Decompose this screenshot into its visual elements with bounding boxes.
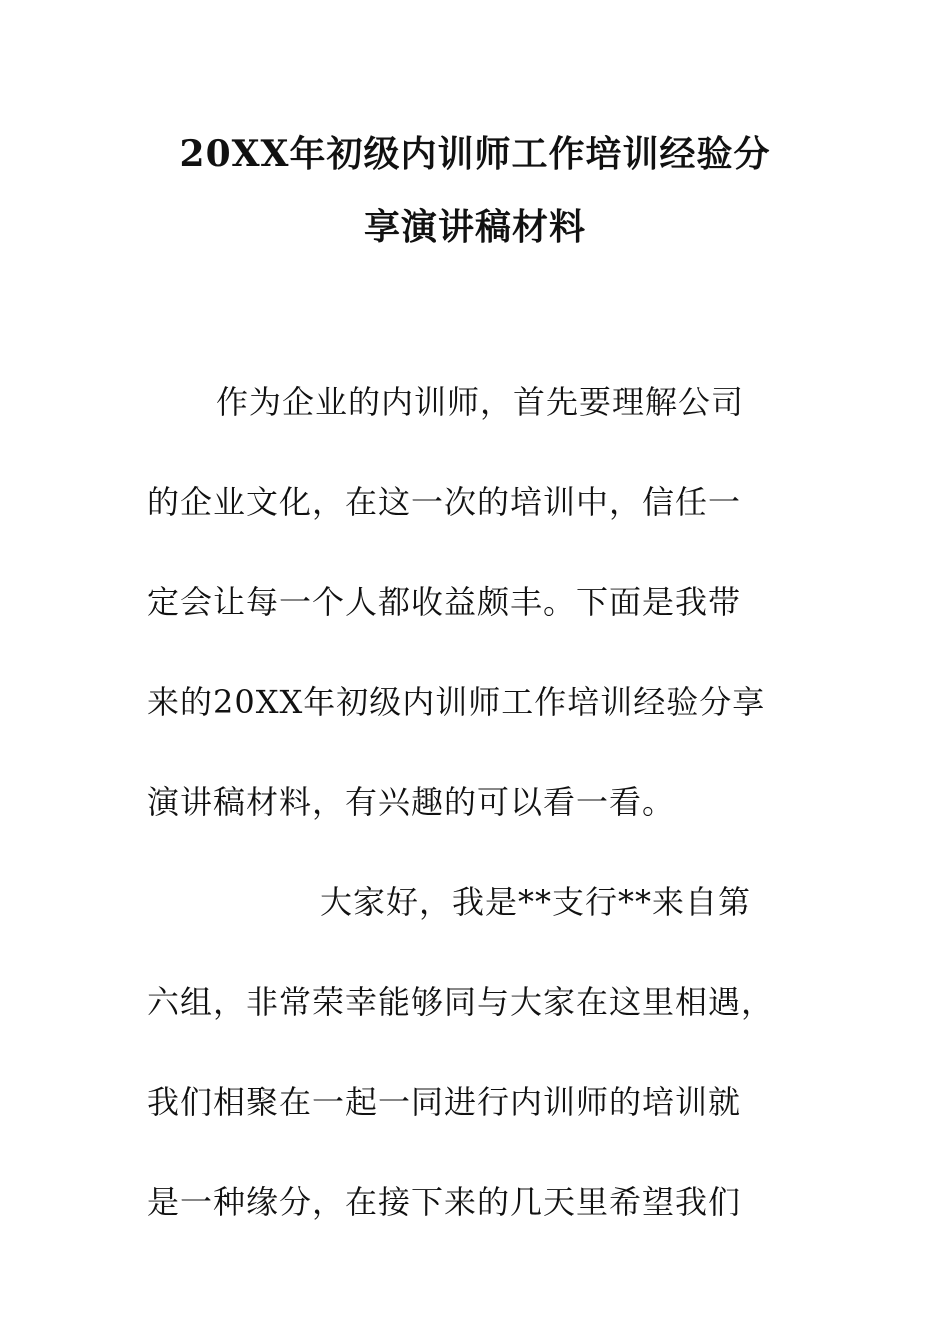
document-title-line-2: 享演讲稿材料 — [363, 206, 586, 248]
paragraph-1-line-2: 的企业文化，在这一次的培训中，信任一 — [147, 483, 742, 521]
document-title-line-1: 20XX年初级内训师工作培训经验分 — [179, 133, 771, 175]
paragraph-1-line-3: 定会让每一个人都收益颇丰。下面是我带 — [147, 583, 742, 621]
paragraph-2-line-3: 我们相聚在一起一同进行内训师的培训就 — [147, 1083, 742, 1121]
paragraph-2-line-1: 大家好，我是**支行**来自第 — [320, 883, 752, 921]
paragraph-2-line-2: 六组，非常荣幸能够同与大家在这里相遇， — [147, 983, 775, 1021]
paragraph-2-line-4: 是一种缘分，在接下来的几天里希望我们 — [147, 1183, 742, 1221]
paragraph-1-line-5: 演讲稿材料，有兴趣的可以看一看。 — [147, 783, 676, 821]
paragraph-1-line-1: 作为企业的内训师，首先要理解公司 — [216, 383, 745, 421]
paragraph-1-line-4: 来的20XX年初级内训师工作培训经验分享 — [147, 683, 766, 721]
